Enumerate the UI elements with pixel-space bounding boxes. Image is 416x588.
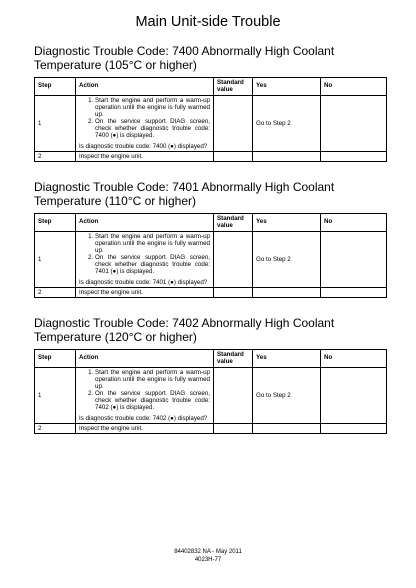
standard-value-cell (214, 368, 253, 424)
action-cell (76, 368, 214, 424)
action-cell: Inspect the engine unit. (76, 423, 214, 433)
header-action: Action (76, 78, 214, 96)
no-cell (321, 232, 387, 288)
table-header-row (35, 78, 387, 96)
dtc-heading: Diagnostic Trouble Code: 7401 Abnormally High Coolant Temperature (110°C or higher) (34, 180, 335, 208)
step-cell: 2 (35, 151, 76, 161)
action-step: 1. Start the engine and perform a warm-up operation until the engine is fully warmed up. (95, 233, 210, 254)
page-title: Main Unit-side Trouble (135, 14, 281, 30)
table-row (35, 96, 387, 152)
header-action: Action (76, 214, 214, 232)
dtc-table (34, 77, 387, 162)
action-question: Is diagnostic trouble code: 7400 (●) displayed? (79, 142, 208, 150)
header-yes: Yes (253, 350, 321, 368)
action-steps (79, 233, 210, 276)
header-action: Action (76, 350, 214, 368)
dtc-heading: Diagnostic Trouble Code: 7402 Abnormally High Coolant Temperature (120°C or higher) (34, 316, 335, 344)
action-cell (76, 96, 214, 152)
page-footer (0, 549, 416, 564)
yes-cell (253, 287, 321, 297)
standard-value-cell (214, 96, 253, 152)
header-yes: Yes (253, 214, 321, 232)
footer-page-number: 4023H-77 (194, 556, 222, 563)
header-step: Step (35, 214, 76, 232)
dtc-section-7401 (34, 180, 386, 298)
header-no: No (321, 78, 387, 96)
header-standard-value: Standard value (214, 78, 253, 96)
no-cell (321, 151, 387, 161)
dtc-section-7400 (34, 44, 386, 162)
no-cell (321, 368, 387, 424)
table-row (35, 423, 387, 433)
table-header-row (35, 214, 387, 232)
header-standard-value: Standard value (214, 350, 253, 368)
action-cell: Inspect the engine unit. (76, 287, 214, 297)
action-step: 2. On the service support DIAG screen, check whether diagnostic trouble code: 7400 (●) is displayed. (95, 118, 210, 139)
standard-value-cell (214, 232, 253, 288)
step-cell: 2 (35, 287, 76, 297)
yes-cell: Go to Step 2 (253, 368, 321, 424)
action-steps (79, 369, 210, 412)
header-no: No (321, 214, 387, 232)
step-cell: 2 (35, 423, 76, 433)
dtc-section-7402 (34, 316, 386, 434)
table-row (35, 151, 387, 161)
standard-value-cell (214, 287, 253, 297)
header-no: No (321, 350, 387, 368)
standard-value-cell (214, 151, 253, 161)
no-cell (321, 287, 387, 297)
action-cell (76, 232, 214, 288)
yes-cell: Go to Step 2 (253, 232, 321, 288)
dtc-table (34, 213, 387, 298)
action-step: 2. On the service support DIAG screen, check whether diagnostic trouble code: 7402 (●) is displayed. (95, 390, 210, 411)
yes-cell: Go to Step 2 (253, 96, 321, 152)
action-question: Is diagnostic trouble code: 7401 (●) displayed? (79, 278, 208, 286)
yes-cell (253, 423, 321, 433)
action-steps (79, 97, 210, 140)
step-cell: 1 (35, 232, 76, 288)
action-step: 2. On the service support DIAG screen, check whether diagnostic trouble code: 7401 (●) is displayed. (95, 254, 210, 275)
no-cell (321, 96, 387, 152)
header-step: Step (35, 78, 76, 96)
step-cell: 1 (35, 96, 76, 152)
action-step: 1. Start the engine and perform a warm-up operation until the engine is fully warmed up. (95, 369, 210, 390)
header-step: Step (35, 350, 76, 368)
step-cell: 1 (35, 368, 76, 424)
yes-cell (253, 151, 321, 161)
action-step: 1. Start the engine and perform a warm-up operation until the engine is fully warmed up. (95, 97, 210, 118)
action-cell: Inspect the engine unit. (76, 151, 214, 161)
dtc-heading: Diagnostic Trouble Code: 7400 Abnormally High Coolant Temperature (105°C or higher) (34, 44, 335, 72)
header-yes: Yes (253, 78, 321, 96)
table-row (35, 232, 387, 288)
footer-publication: 84402832 NA - May 2011 (174, 549, 242, 555)
dtc-table (34, 349, 387, 434)
action-question: Is diagnostic trouble code: 7402 (●) displayed? (79, 414, 208, 422)
no-cell (321, 423, 387, 433)
standard-value-cell (214, 423, 253, 433)
header-standard-value: Standard value (214, 214, 253, 232)
table-row (35, 287, 387, 297)
table-header-row (35, 350, 387, 368)
table-row (35, 368, 387, 424)
